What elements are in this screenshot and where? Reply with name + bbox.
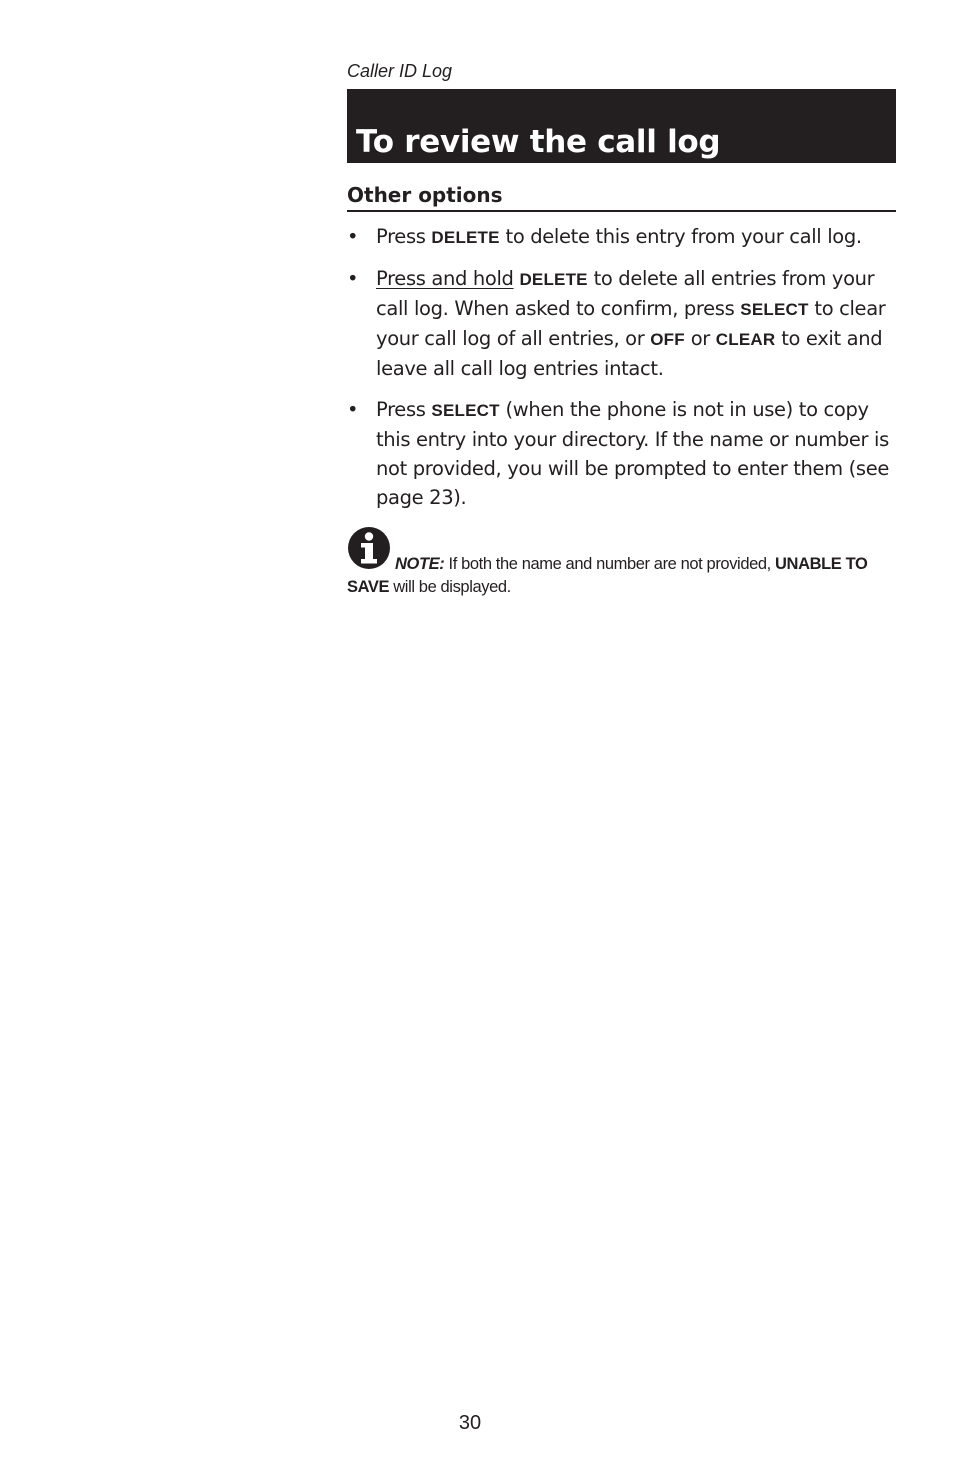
options-list <box>347 222 896 524</box>
list-item <box>347 222 896 252</box>
page-title: To review the call log <box>356 123 721 160</box>
bullet-marker: • <box>347 398 359 421</box>
list-item <box>347 395 896 512</box>
underlined-text: Press and hold <box>376 267 514 290</box>
bullet-marker: • <box>347 225 359 248</box>
text-run: Press <box>376 225 432 248</box>
running-header: Caller ID Log <box>347 61 453 81</box>
note-text <box>347 526 896 599</box>
note-box <box>347 526 896 599</box>
bullet-marker: • <box>347 267 359 290</box>
title-bar <box>347 89 896 163</box>
key-delete: DELETE <box>519 270 588 289</box>
text-run: to delete this entry from your call log. <box>499 225 862 248</box>
page-number: 30 <box>458 1412 482 1434</box>
section-heading: Other options <box>347 182 896 212</box>
key-clear: CLEAR <box>715 330 776 349</box>
text-run: If both the name and number are not provided, <box>444 555 776 573</box>
key-off: OFF <box>650 330 685 349</box>
text-run: (when the phone is not in use) to copy this entry into your directory. If the name or number is not provided, you will be prompted to enter them (see page 23). <box>376 398 890 509</box>
note-label: NOTE: <box>395 555 445 573</box>
text-run: Press <box>376 398 432 421</box>
list-item <box>347 264 896 383</box>
info-icon <box>347 526 391 570</box>
text-run: to clear your call log of all entries, or <box>376 297 886 350</box>
key-delete: DELETE <box>431 228 500 247</box>
display-message: UNABLE TO SAVE <box>347 555 868 596</box>
key-select: SELECT <box>740 300 809 319</box>
text-run: will be displayed. <box>389 578 511 596</box>
text-run: to exit and leave all call log entries intact. <box>376 327 883 380</box>
text-run: to delete all entries from your call log. When asked to confirm, press <box>376 267 875 320</box>
key-select: SELECT <box>431 401 500 420</box>
text-run: or <box>684 327 716 350</box>
